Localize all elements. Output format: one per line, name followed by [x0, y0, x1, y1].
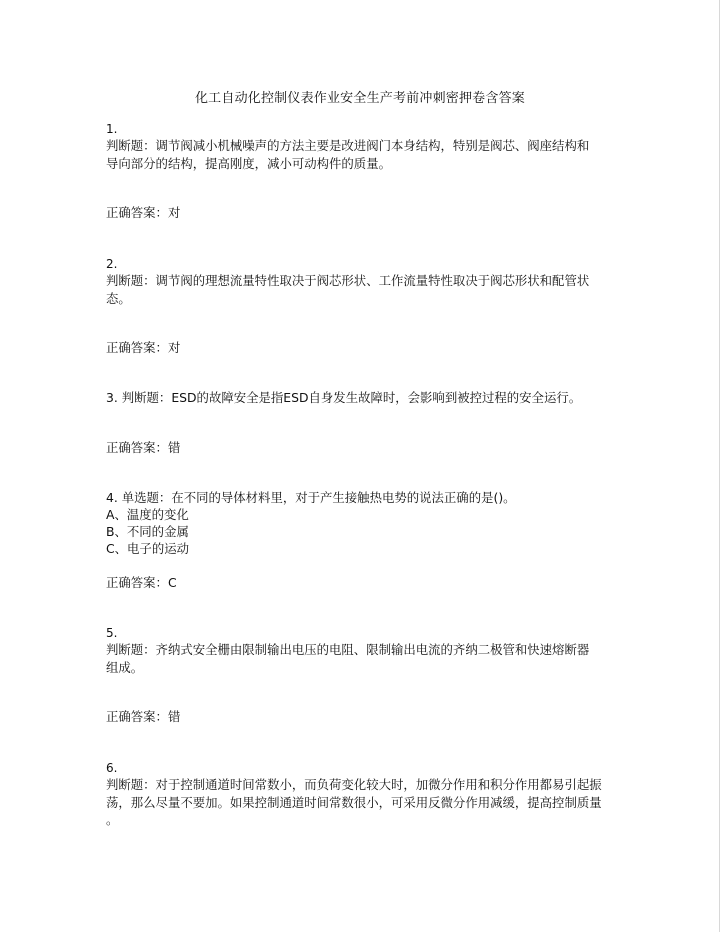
question-3-line-1: 3. 判断题：ESD的故障安全是指ESD自身发生故障时，会影响到被控过程的安全运行。: [106, 390, 582, 405]
question-1-number: 1.: [106, 122, 118, 136]
question-2-answer: 正确答案：对: [106, 340, 181, 355]
question-6-line-3: 。: [106, 812, 119, 827]
question-6-number: 6.: [106, 761, 118, 775]
question-5-number: 5.: [106, 626, 118, 640]
question-5-line-1: 判断题：齐纳式安全栅由限制输出电压的电阻、限制输出电流的齐纳二极管和快速熔断器: [106, 642, 590, 657]
question-4-line-1: 4. 单选题：在不同的导体材料里，对于产生接触热电势的说法正确的是()。: [106, 490, 516, 505]
question-4-answer: 正确答案：C: [106, 575, 177, 590]
question-2-number: 2.: [106, 257, 118, 271]
question-2-line-2: 态。: [106, 291, 131, 306]
question-4-option-a: A、温度的变化: [106, 507, 189, 522]
document-title: 化工自动化控制仪表作业安全生产考前冲刺密押卷含答案: [194, 91, 525, 106]
question-6-line-1: 判断题：对于控制通道时间常数小，而负荷变化较大时，加微分作用和积分作用都易引起振: [106, 777, 602, 792]
question-6-line-2: 荡，那么尽量不要加。如果控制通道时间常数很小，可采用反微分作用减缓，提高控制质量: [106, 795, 602, 810]
question-4-option-c: C、电子的运动: [106, 541, 189, 556]
question-5-answer: 正确答案：错: [106, 709, 181, 724]
question-4-option-b: B、不同的金属: [106, 524, 189, 539]
question-1-answer: 正确答案：对: [106, 205, 181, 220]
question-2-line-1: 判断题：调节阀的理想流量特性取决于阀芯形状、工作流量特性取决于阀芯形状和配管状: [106, 273, 590, 288]
question-3-answer: 正确答案：错: [106, 440, 181, 455]
question-5-line-2: 组成。: [106, 660, 144, 675]
question-1-line-1: 判断题：调节阀减小机械噪声的方法主要是改进阀门本身结构，特别是阀芯、阀座结构和: [106, 138, 590, 153]
question-1-line-2: 导向部分的结构，提高刚度，减小可动构件的质量。: [106, 156, 391, 171]
